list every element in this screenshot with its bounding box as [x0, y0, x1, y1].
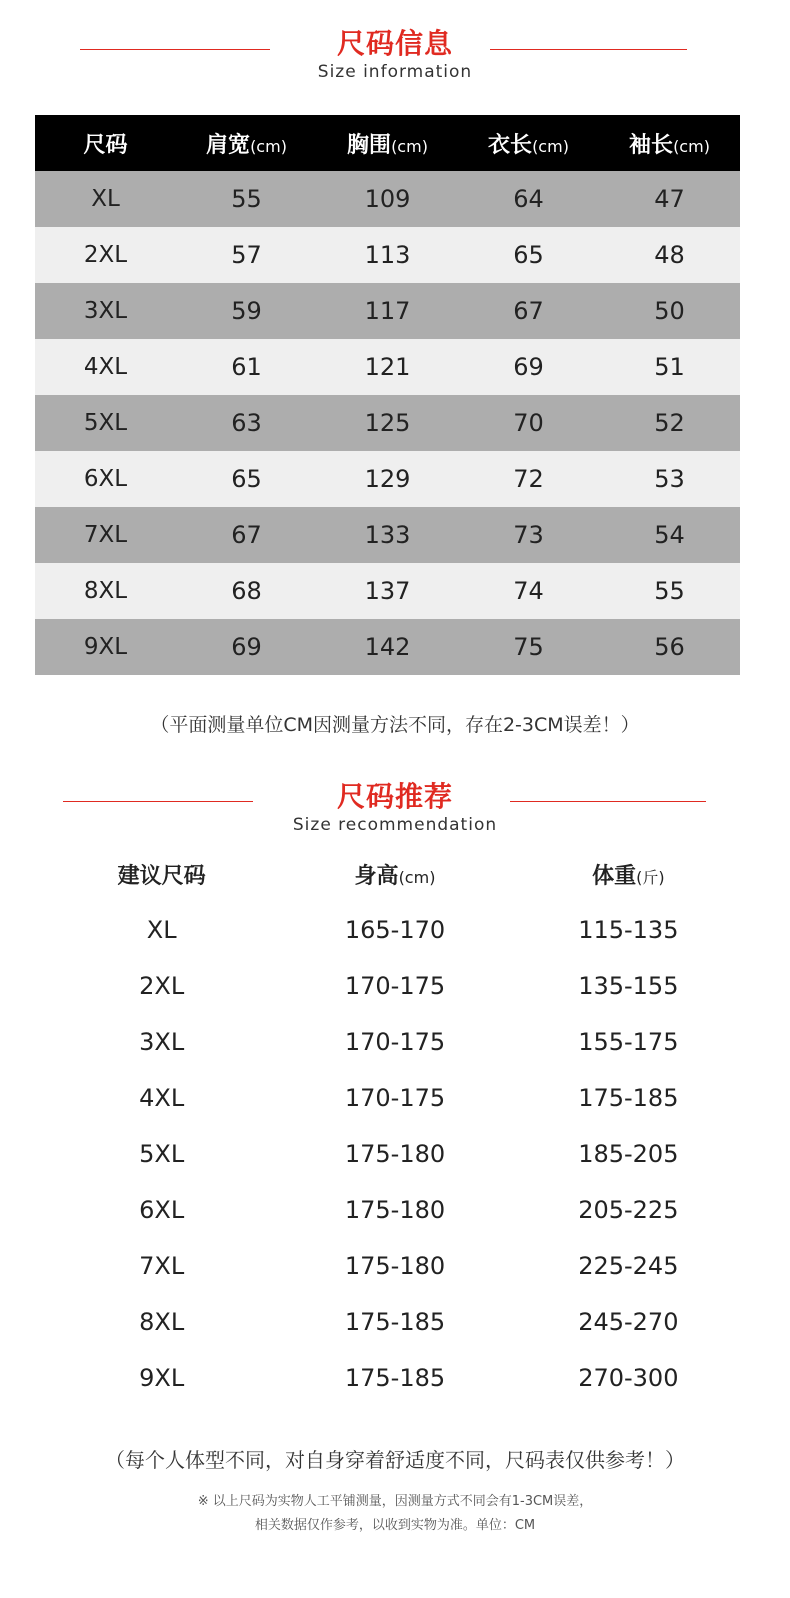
cell-height: 175-185: [344, 1364, 446, 1392]
cell-shoulder: 67: [176, 507, 317, 563]
header-chest: 胸围(cm): [317, 115, 458, 171]
cell-length: 72: [458, 451, 599, 507]
header-rec-size: 建议尺码: [117, 863, 206, 889]
cell-weight: 135-155: [578, 972, 679, 1000]
size-rec-header-row: [45, 846, 745, 902]
cell-shoulder: 63: [176, 395, 317, 451]
header-sleeve: 袖长(cm): [599, 115, 740, 171]
cell-length: 75: [458, 619, 599, 675]
cell-sleeve: 48: [599, 227, 740, 283]
cell-weight: 185-205: [578, 1140, 679, 1168]
size-info-title: 尺码信息: [336, 27, 453, 60]
cell-length: 74: [458, 563, 599, 619]
header-weight: 体重(斤): [592, 863, 665, 889]
table-row: [45, 958, 745, 1014]
cell-sleeve: 52: [599, 395, 740, 451]
size-info-header-row: [35, 115, 740, 171]
cell-weight: 245-270: [578, 1308, 679, 1336]
table-row: [45, 1294, 745, 1350]
table-row: [45, 1350, 745, 1406]
size-rec-table: [45, 846, 745, 1406]
cell-size: 8XL: [139, 1308, 185, 1336]
cell-height: 175-180: [344, 1252, 446, 1280]
size-rec-note: （每个人体型不同，对自身穿着舒适度不同，尺码表仅供参考！）: [105, 1448, 685, 1472]
table-row: [35, 619, 740, 675]
cell-height: 175-185: [344, 1308, 446, 1336]
cell-size: 7XL: [35, 507, 176, 563]
cell-chest: 137: [317, 563, 458, 619]
cell-size: 2XL: [139, 972, 185, 1000]
cell-size: 2XL: [35, 227, 176, 283]
cell-chest: 117: [317, 283, 458, 339]
cell-length: 67: [458, 283, 599, 339]
cell-length: 65: [458, 227, 599, 283]
footnote-line-2: 相关数据仅作参考，以收到实物为准。单位：CM: [254, 1518, 536, 1533]
cell-shoulder: 57: [176, 227, 317, 283]
table-row: [45, 1014, 745, 1070]
size-rec-heading: [0, 780, 790, 835]
header-height: 身高(cm): [354, 863, 436, 889]
cell-height: 170-175: [344, 972, 446, 1000]
cell-height: 170-175: [344, 1084, 446, 1112]
cell-sleeve: 47: [599, 171, 740, 227]
table-row: [35, 171, 740, 227]
cell-length: 64: [458, 171, 599, 227]
cell-length: 73: [458, 507, 599, 563]
footnote-line-1: ※ 以上尺码为实物人工平铺测量，因测量方式不同会有1-3CM误差，: [197, 1494, 593, 1509]
table-row: [35, 507, 740, 563]
cell-height: 170-175: [344, 1028, 446, 1056]
cell-weight: 155-175: [578, 1028, 679, 1056]
cell-sleeve: 51: [599, 339, 740, 395]
size-info-subtitle: Size information: [317, 62, 473, 82]
cell-chest: 142: [317, 619, 458, 675]
cell-sleeve: 56: [599, 619, 740, 675]
cell-size: 9XL: [35, 619, 176, 675]
cell-shoulder: 55: [176, 171, 317, 227]
size-info-table: [35, 115, 740, 675]
table-row: [35, 283, 740, 339]
cell-shoulder: 65: [176, 451, 317, 507]
footnote: [0, 1490, 790, 1538]
cell-size: 4XL: [35, 339, 176, 395]
size-info-note: （平面测量单位CM因测量方法不同，存在2-3CM误差！）: [150, 714, 640, 736]
cell-shoulder: 59: [176, 283, 317, 339]
cell-height: 175-180: [344, 1140, 446, 1168]
table-row: [45, 902, 745, 958]
table-row: [45, 1126, 745, 1182]
cell-size: XL: [146, 916, 177, 944]
table-row: [35, 451, 740, 507]
cell-size: 8XL: [35, 563, 176, 619]
cell-weight: 270-300: [578, 1364, 679, 1392]
cell-size: 4XL: [139, 1084, 185, 1112]
cell-size: 9XL: [139, 1364, 185, 1392]
cell-shoulder: 68: [176, 563, 317, 619]
cell-sleeve: 53: [599, 451, 740, 507]
cell-chest: 113: [317, 227, 458, 283]
cell-chest: 121: [317, 339, 458, 395]
table-row: [35, 395, 740, 451]
cell-weight: 225-245: [578, 1252, 679, 1280]
cell-length: 69: [458, 339, 599, 395]
cell-height: 175-180: [344, 1196, 446, 1224]
cell-size: 7XL: [139, 1252, 185, 1280]
cell-shoulder: 69: [176, 619, 317, 675]
cell-size: XL: [35, 171, 176, 227]
cell-size: 5XL: [35, 395, 176, 451]
cell-size: 6XL: [139, 1196, 185, 1224]
table-row: [35, 563, 740, 619]
cell-size: 3XL: [35, 283, 176, 339]
cell-length: 70: [458, 395, 599, 451]
size-info-heading: [0, 27, 790, 82]
table-row: [45, 1070, 745, 1126]
cell-chest: 125: [317, 395, 458, 451]
cell-height: 165-170: [344, 916, 446, 944]
cell-chest: 109: [317, 171, 458, 227]
cell-size: 6XL: [35, 451, 176, 507]
cell-chest: 129: [317, 451, 458, 507]
header-size: 尺码: [35, 115, 176, 171]
header-length: 衣长(cm): [458, 115, 599, 171]
cell-weight: 175-185: [578, 1084, 679, 1112]
table-row: [45, 1182, 745, 1238]
cell-shoulder: 61: [176, 339, 317, 395]
size-rec-title: 尺码推荐: [336, 780, 453, 813]
cell-chest: 133: [317, 507, 458, 563]
cell-sleeve: 55: [599, 563, 740, 619]
table-row: [35, 339, 740, 395]
cell-weight: 205-225: [578, 1196, 679, 1224]
header-shoulder: 肩宽(cm): [176, 115, 317, 171]
cell-size: 3XL: [139, 1028, 185, 1056]
table-row: [35, 227, 740, 283]
cell-weight: 115-135: [578, 916, 679, 944]
cell-sleeve: 50: [599, 283, 740, 339]
table-row: [45, 1238, 745, 1294]
size-rec-subtitle: Size recommendation: [292, 815, 498, 835]
cell-size: 5XL: [139, 1140, 185, 1168]
cell-sleeve: 54: [599, 507, 740, 563]
